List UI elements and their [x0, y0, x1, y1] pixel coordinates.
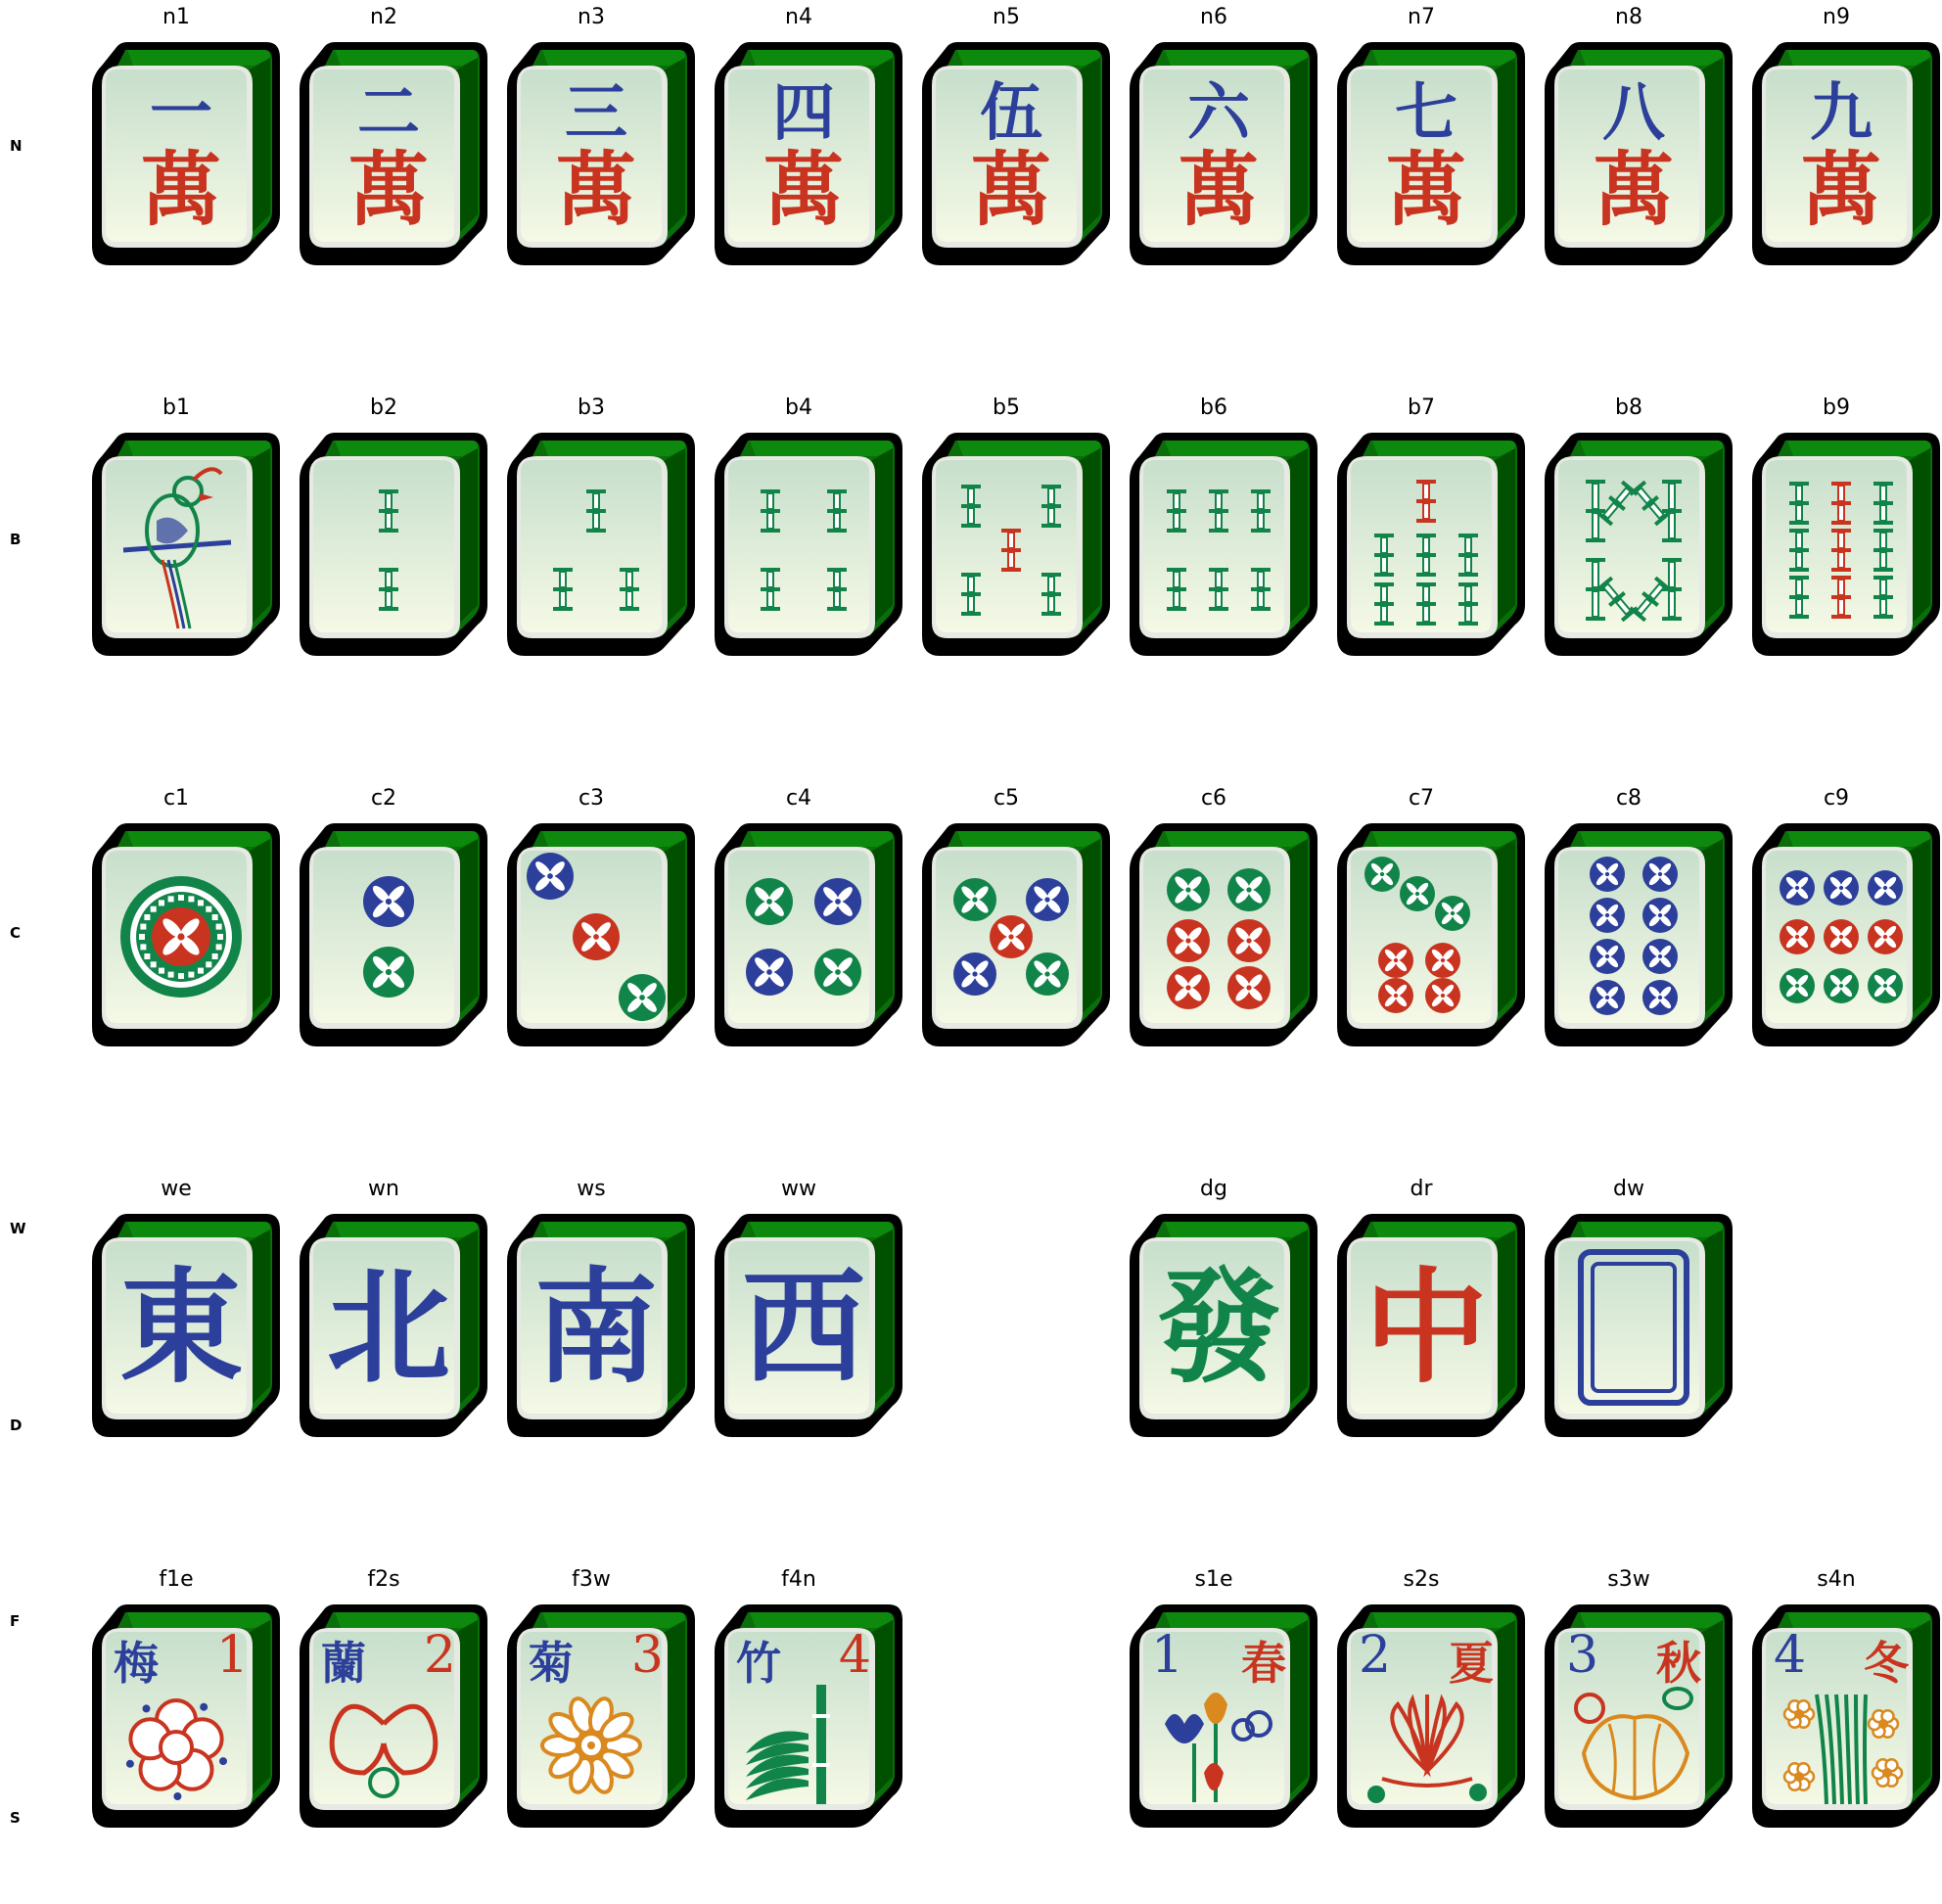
tile-face: [104, 843, 258, 1031]
tile-label: n6: [1200, 5, 1227, 29]
tile-label: s1e: [1194, 1567, 1233, 1592]
bamboo-stick: [961, 485, 981, 528]
bamboo-stick: [961, 573, 981, 616]
tile-face: [1141, 843, 1296, 1031]
bamboo-stick: [1041, 485, 1061, 528]
flower-number: 3: [630, 1626, 664, 1685]
circle-pip: [953, 952, 996, 996]
tile-label: n2: [370, 5, 397, 29]
character-number: 三: [565, 76, 627, 150]
bamboo-stick: [1629, 481, 1672, 527]
bamboo-stick: [1209, 489, 1228, 533]
tile-f2s[interactable]: [296, 1567, 491, 1832]
circle-pip: [1642, 939, 1678, 974]
tile-label: n5: [993, 5, 1020, 29]
bamboo-stick: [1789, 576, 1809, 619]
row-label-n: N: [10, 137, 23, 155]
bamboo-stick: [1595, 481, 1639, 527]
bamboo-stick: [1167, 568, 1186, 611]
bamboo-stick: [1831, 529, 1851, 572]
tile-s4n[interactable]: [1748, 1567, 1942, 1832]
tile-b1[interactable]: [88, 395, 284, 660]
circles-art: [519, 843, 673, 1031]
white-dragon-frame-icon: [1575, 1246, 1692, 1409]
tile-f1e[interactable]: [88, 1567, 284, 1832]
flower-character: 菊: [529, 1637, 574, 1690]
tile-face: [311, 843, 466, 1031]
tile-label: s4n: [1817, 1567, 1856, 1592]
tile-n6[interactable]: [1126, 5, 1321, 269]
winter-narcissus-icon: [1778, 1685, 1907, 1804]
circles-art: [104, 843, 258, 1031]
circle-pip: [1425, 978, 1460, 1013]
character-number: 六: [1187, 76, 1250, 150]
bamboo-stick: [1251, 568, 1271, 611]
circle-pip: [1425, 943, 1460, 978]
bamboo-stick: [1586, 480, 1605, 542]
tile-b2[interactable]: [296, 395, 491, 660]
wan-character: 萬: [1178, 143, 1259, 237]
circles-art: [1764, 843, 1919, 1031]
tile-face: [726, 452, 881, 640]
tile-face: [1764, 843, 1919, 1031]
tile-label: b1: [162, 395, 190, 420]
dragon-character: 發: [1157, 1255, 1280, 1400]
row-label-f: F: [10, 1612, 21, 1630]
bamboo-stick: [1416, 534, 1436, 577]
tile-face: [1141, 452, 1296, 640]
tile-face: [519, 843, 673, 1031]
tile-c7[interactable]: [1333, 786, 1529, 1050]
tile-label: we: [161, 1177, 192, 1201]
tile-c3[interactable]: [503, 786, 699, 1050]
tile-label: c1: [162, 786, 190, 811]
tile-ws[interactable]: [503, 1177, 699, 1441]
flower-character: 竹: [736, 1637, 781, 1690]
tile-n5[interactable]: [918, 5, 1114, 269]
wind-character: 北: [327, 1255, 450, 1400]
tile-face: [1556, 62, 1711, 250]
circle-pip: [1868, 870, 1903, 906]
circle-pip: [953, 878, 996, 921]
character-number: 一: [150, 76, 212, 150]
circle-pip: [527, 853, 574, 900]
tile-f3w[interactable]: [503, 1567, 699, 1832]
circle-pip: [1590, 939, 1625, 974]
circle-pip: [1780, 968, 1815, 1003]
tile-label: c2: [370, 786, 397, 811]
bamboo-art: [311, 452, 466, 640]
season-character: 秋: [1656, 1637, 1701, 1690]
circle-pip: [1824, 919, 1859, 954]
tile-face: [726, 62, 881, 250]
bamboo-stick: [1458, 582, 1478, 626]
wan-character: 萬: [1385, 143, 1466, 237]
wan-character: 萬: [555, 143, 636, 237]
bamboo-plant-icon: [740, 1685, 869, 1804]
bamboo-stick: [1831, 482, 1851, 525]
autumn-fruit-icon: [1570, 1685, 1699, 1804]
bamboo-art: [934, 452, 1088, 640]
circle-pip: [1227, 966, 1271, 1009]
tile-label: n1: [162, 5, 190, 29]
tile-c6[interactable]: [1126, 786, 1321, 1050]
circles-art: [311, 843, 466, 1031]
circle-pip: [1868, 968, 1903, 1003]
tile-n3[interactable]: [503, 5, 699, 269]
circle-pip: [1400, 876, 1435, 911]
bamboo-stick: [1167, 489, 1186, 533]
circles-art: [1141, 843, 1296, 1031]
circle-pip: [1642, 898, 1678, 933]
circle-pip: [1227, 868, 1271, 911]
tile-face: [1556, 452, 1711, 640]
bamboo-stick: [1416, 480, 1436, 523]
character-number: 四: [772, 76, 835, 150]
tile-label: f1e: [159, 1567, 194, 1592]
wind-character: 南: [534, 1255, 658, 1400]
row-label-w: W: [10, 1220, 26, 1237]
tile-face: [104, 1233, 258, 1421]
circles-art: [934, 843, 1088, 1031]
character-number: 伍: [980, 76, 1042, 150]
wan-character: 萬: [140, 143, 221, 237]
bamboo-stick: [1873, 576, 1893, 619]
circle-pip: [814, 878, 861, 925]
bamboo-stick: [553, 568, 573, 611]
wan-character: 萬: [347, 143, 429, 237]
tile-f4n[interactable]: [711, 1567, 906, 1832]
bamboo-art: [1764, 452, 1919, 640]
bamboo-art: [1349, 452, 1503, 640]
tile-label: n4: [785, 5, 812, 29]
tile-face: [1141, 1233, 1296, 1421]
bamboo-art: [519, 452, 673, 640]
tile-label: b6: [1200, 395, 1227, 420]
flower-character: 梅: [114, 1637, 159, 1690]
circle-pip: [1590, 857, 1625, 892]
bamboo-stick: [1586, 558, 1605, 621]
tile-s2s[interactable]: [1333, 1567, 1529, 1832]
tile-n7[interactable]: [1333, 5, 1529, 269]
tile-label: s3w: [1607, 1567, 1650, 1592]
tile-label: dg: [1200, 1177, 1227, 1201]
tile-s3w[interactable]: [1541, 1567, 1736, 1832]
row-label-s: S: [10, 1809, 21, 1827]
bamboo-stick: [1789, 482, 1809, 525]
tile-face: [311, 452, 466, 640]
circle-pip: [1364, 857, 1400, 892]
tile-label: f3w: [572, 1567, 611, 1592]
character-number: 八: [1602, 76, 1665, 150]
bamboo-stick: [761, 568, 780, 611]
circles-art: [1556, 843, 1711, 1031]
wan-character: 萬: [1593, 143, 1674, 237]
circle-pip: [1026, 952, 1069, 996]
tile-label: f2s: [367, 1567, 400, 1592]
plum-blossom-icon: [117, 1685, 247, 1804]
bamboo-art: [1556, 452, 1711, 640]
row-label-c: C: [10, 924, 22, 942]
season-number: 2: [1359, 1626, 1392, 1685]
tile-face: [1141, 1624, 1296, 1812]
tile-label: b3: [578, 395, 605, 420]
circle-pip: [1824, 870, 1859, 906]
tile-ww[interactable]: [711, 1177, 906, 1441]
bamboo-art: [1141, 452, 1296, 640]
tile-label: n7: [1408, 5, 1435, 29]
tile-label: b9: [1823, 395, 1850, 420]
tile-dw[interactable]: [1541, 1177, 1736, 1441]
bamboo-stick: [827, 489, 847, 533]
tile-b4[interactable]: [711, 395, 906, 660]
circle-pip: [1642, 980, 1678, 1015]
bamboo-stick: [1873, 482, 1893, 525]
bamboo-stick: [1374, 534, 1394, 577]
bamboo-stick: [1629, 577, 1672, 623]
circle-pip: [1167, 966, 1210, 1009]
tile-c2[interactable]: [296, 786, 491, 1050]
tile-label: c5: [993, 786, 1020, 811]
circle-pip: [1868, 919, 1903, 954]
bamboo-art: [726, 452, 881, 640]
tile-label: n3: [578, 5, 605, 29]
orchid-icon: [325, 1685, 454, 1804]
bamboo-art: [104, 452, 258, 640]
season-number: 4: [1774, 1626, 1807, 1685]
season-character: 夏: [1449, 1637, 1494, 1690]
season-number: 3: [1566, 1626, 1599, 1685]
tile-wn[interactable]: [296, 1177, 491, 1441]
wan-character: 萬: [1800, 143, 1881, 237]
tile-label: s2s: [1403, 1567, 1440, 1592]
tile-c4[interactable]: [711, 786, 906, 1050]
tile-face: [1764, 62, 1919, 250]
circle-pip: [1378, 943, 1413, 978]
chrysanthemum-icon: [532, 1685, 662, 1804]
tile-face: [104, 1624, 258, 1812]
tile-b7[interactable]: [1333, 395, 1529, 660]
flower-number: 2: [423, 1626, 456, 1685]
wan-character: 萬: [970, 143, 1051, 237]
tile-label: b7: [1408, 395, 1435, 420]
circle-pip: [746, 949, 793, 996]
tile-face: [104, 452, 258, 640]
circle-pip: [1435, 896, 1470, 931]
circle-pip: [1642, 857, 1678, 892]
bamboo-stick: [1873, 529, 1893, 572]
bamboo-stick: [1001, 529, 1021, 572]
tile-face: [1764, 452, 1919, 640]
bamboo-stick: [1458, 534, 1478, 577]
tile-label: c8: [1615, 786, 1642, 811]
tile-label: b5: [993, 395, 1020, 420]
circle-pip: [363, 947, 414, 998]
circle-pip: [1780, 870, 1815, 906]
flower-character: 蘭: [321, 1637, 366, 1690]
tile-n1[interactable]: [88, 5, 284, 269]
tile-face: [726, 1624, 881, 1812]
circle-pip: [152, 907, 210, 966]
circle-pip: [619, 974, 666, 1021]
tile-dr[interactable]: [1333, 1177, 1529, 1441]
tile-label: n8: [1615, 5, 1642, 29]
tile-label: dw: [1613, 1177, 1644, 1201]
tile-b6[interactable]: [1126, 395, 1321, 660]
tile-label: c3: [578, 786, 605, 811]
tile-label: c6: [1200, 786, 1227, 811]
tile-face: [311, 1624, 466, 1812]
tile-c8[interactable]: [1541, 786, 1736, 1050]
character-number: 九: [1810, 76, 1873, 150]
tile-n8[interactable]: [1541, 5, 1736, 269]
tile-c5[interactable]: [918, 786, 1114, 1050]
tile-face: [1141, 62, 1296, 250]
tile-face: [1556, 1624, 1711, 1812]
tile-s1e[interactable]: [1126, 1567, 1321, 1832]
bamboo-stick: [620, 568, 639, 611]
circles-art: [1349, 843, 1503, 1031]
tile-we[interactable]: [88, 1177, 284, 1441]
bamboo-stick: [586, 489, 606, 533]
lotus-icon: [1363, 1685, 1492, 1804]
circle-pip: [746, 878, 793, 925]
bamboo-stick: [1595, 577, 1639, 623]
dragon-character: 中: [1364, 1255, 1488, 1400]
bamboo-stick: [1374, 582, 1394, 626]
tile-face: [519, 452, 673, 640]
bamboo-stick: [1831, 576, 1851, 619]
circle-pip: [1824, 968, 1859, 1003]
circle-pip: [814, 949, 861, 996]
character-number: 七: [1395, 76, 1457, 150]
tile-face: [934, 452, 1088, 640]
tile-label: n9: [1823, 5, 1850, 29]
tile-face: [519, 1624, 673, 1812]
wind-character: 東: [119, 1255, 243, 1400]
circle-pip: [1227, 919, 1271, 962]
season-character: 春: [1241, 1637, 1286, 1690]
wind-character: 西: [742, 1255, 865, 1400]
flower-number: 1: [215, 1626, 249, 1685]
tile-label: b4: [785, 395, 812, 420]
tile-face: [726, 843, 881, 1031]
tile-face: [311, 62, 466, 250]
tile-label: c9: [1823, 786, 1850, 811]
tile-n4[interactable]: [711, 5, 906, 269]
tile-face: [1349, 1233, 1503, 1421]
tile-label: b2: [370, 395, 397, 420]
circle-pip: [1167, 868, 1210, 911]
wan-character: 萬: [763, 143, 844, 237]
tile-label: f4n: [781, 1567, 816, 1592]
character-number: 二: [357, 76, 420, 150]
tile-face: [1556, 843, 1711, 1031]
flower-number: 4: [838, 1626, 871, 1685]
tile-face: [1764, 1624, 1919, 1812]
tile-label: c4: [785, 786, 812, 811]
tile-face: [104, 62, 258, 250]
tile-dg[interactable]: [1126, 1177, 1321, 1441]
row-label-d: D: [10, 1416, 23, 1434]
tile-b3[interactable]: [503, 395, 699, 660]
tile-label: wn: [368, 1177, 399, 1201]
bamboo-stick: [1789, 529, 1809, 572]
tile-n9[interactable]: [1748, 5, 1942, 269]
tile-b8[interactable]: [1541, 395, 1736, 660]
tile-face: [1349, 1624, 1503, 1812]
circle-pip: [1780, 919, 1815, 954]
bamboo-stick: [379, 568, 398, 611]
circles-art: [726, 843, 881, 1031]
circle-pip: [573, 913, 620, 960]
circle-pip: [1590, 898, 1625, 933]
tile-b5[interactable]: [918, 395, 1114, 660]
bamboo-stick: [1251, 489, 1271, 533]
circle-pip: [1026, 878, 1069, 921]
circle-pip: [1378, 978, 1413, 1013]
tile-c1[interactable]: [88, 786, 284, 1050]
circle-pip: [1167, 919, 1210, 962]
bamboo-stick: [1209, 568, 1228, 611]
tile-label: ws: [577, 1177, 606, 1201]
tile-face: [311, 1233, 466, 1421]
bamboo-stick: [1416, 582, 1436, 626]
tile-c9[interactable]: [1748, 786, 1942, 1050]
tile-label: dr: [1410, 1177, 1433, 1201]
tile-face: [934, 62, 1088, 250]
bamboo-stick: [827, 568, 847, 611]
bamboo-stick: [1662, 480, 1682, 542]
tile-face: [1349, 843, 1503, 1031]
circle-pip: [363, 876, 414, 927]
row-label-b: B: [10, 531, 22, 548]
season-character: 冬: [1864, 1637, 1909, 1690]
sparrow-icon: [123, 469, 231, 628]
bamboo-stick: [379, 489, 398, 533]
tile-face: [1349, 62, 1503, 250]
tile-face: [726, 1233, 881, 1421]
spring-flowers-icon: [1155, 1685, 1284, 1804]
tile-face: [1556, 1233, 1711, 1421]
tile-face: [934, 843, 1088, 1031]
tile-label: b8: [1615, 395, 1642, 420]
tile-face: [519, 1233, 673, 1421]
bamboo-stick: [1041, 573, 1061, 616]
tile-label: c7: [1408, 786, 1435, 811]
circle-pip: [990, 915, 1033, 958]
tile-label: ww: [781, 1177, 816, 1201]
bamboo-stick: [761, 489, 780, 533]
tile-n2[interactable]: [296, 5, 491, 269]
bamboo-stick: [1662, 558, 1682, 621]
tile-face: [519, 62, 673, 250]
season-number: 1: [1151, 1626, 1184, 1685]
tile-face: [1349, 452, 1503, 640]
circle-pip: [1590, 980, 1625, 1015]
tile-b9[interactable]: [1748, 395, 1942, 660]
